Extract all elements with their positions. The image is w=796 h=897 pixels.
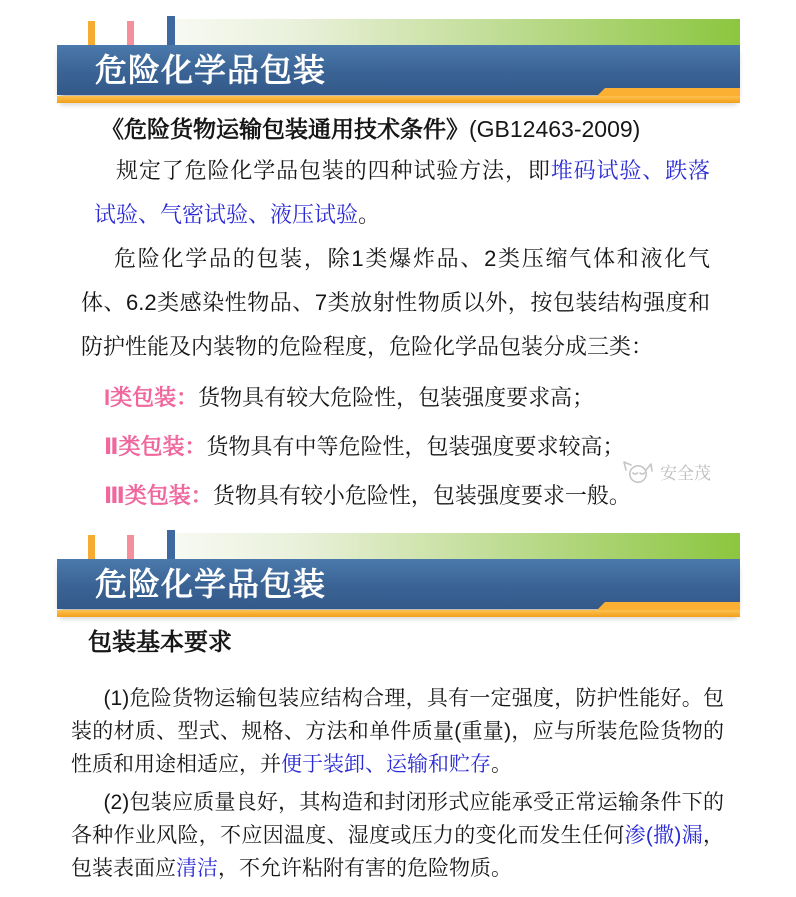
packing-class-3-desc: 货物具有较小危险性，包装强度要求一般。 xyxy=(212,483,631,508)
blue-accent-bar xyxy=(167,530,175,559)
packing-class-1 xyxy=(104,383,740,413)
requirement-2 xyxy=(71,786,724,885)
text-run: 。 xyxy=(358,202,381,227)
green-gradient-bar xyxy=(169,533,740,559)
paragraph-classification xyxy=(81,237,710,369)
slide-2 xyxy=(57,530,740,885)
paragraph-test-methods xyxy=(94,149,710,237)
packing-class-2-desc: 货物具有中等危险性，包装强度要求较高； xyxy=(206,434,625,459)
text-run: 危险化学品的包装，除1类爆炸品、2类压缩气体和液化气体、6.2类感染性物品、7类放射性物质以外，按包装结构强度和防护性能及内装物的危险程度，危险化学品包装分成三类： xyxy=(81,246,710,359)
banner-decoration xyxy=(57,16,740,45)
packing-class-1-desc: 货物具有较大危险性，包装强度要求高； xyxy=(198,385,595,410)
packing-class-3 xyxy=(104,481,740,511)
orange-underline xyxy=(57,610,740,617)
standard-title-name: 《危险货物运输包装通用技术条件》 xyxy=(101,116,469,142)
requirement-1 xyxy=(71,682,724,781)
green-gradient-bar xyxy=(169,19,740,45)
banner-underline xyxy=(57,609,740,617)
watermark-text: 安全茂 xyxy=(660,463,711,483)
banner-decoration xyxy=(57,530,740,559)
standard-title-code: (GB12463-2009) xyxy=(469,116,641,142)
slide-1 xyxy=(57,0,740,530)
orange-underline xyxy=(57,96,740,103)
banner-title: 危险化学品包装 xyxy=(57,559,740,609)
packing-class-3-label: Ⅲ类包装： xyxy=(104,483,213,508)
text-run: 。 xyxy=(491,753,512,776)
text-run: 规定了危险化学品包装的四种试验方法，即 xyxy=(116,158,551,183)
banner-title: 危险化学品包装 xyxy=(57,45,740,95)
basic-requirements-heading: 包装基本要求 xyxy=(88,629,232,656)
packing-class-2-label: Ⅱ类包装： xyxy=(104,434,207,459)
section-banner xyxy=(57,530,740,617)
text-run: ，包装表面应 xyxy=(71,824,724,880)
blue-accent-bar xyxy=(167,16,175,45)
highlighted-text: 渗(撒)漏 xyxy=(624,824,703,847)
watermark xyxy=(621,458,711,484)
packing-class-1-label: I类包装： xyxy=(104,385,199,410)
pink-accent-bar xyxy=(127,535,134,559)
text-run: (1)危险货物运输包装应结构合理，具有一定强度，防护性能好。包装的材质、型式、规格、方法和单件质量(重量)，应与所装危险货物的性质和用途相适应，并 xyxy=(71,687,724,776)
highlighted-text: 堆码试验、跌落试验、气密试验、液压试验 xyxy=(94,158,710,227)
highlighted-text: 清洁 xyxy=(176,857,218,880)
banner-underline xyxy=(57,95,740,103)
anquanmao-cat-logo-icon xyxy=(621,458,657,484)
standard-title xyxy=(101,114,740,144)
section-banner xyxy=(57,16,740,103)
yellow-accent-bar xyxy=(88,21,95,45)
text-run: (2)包装应质量良好，其构造和封闭形式应能承受正常运输条件下的各种作业风险，不应因温度、湿度或压力的变化而发生任何 xyxy=(71,791,724,847)
text-run: ，不允许粘附有害的危险物质。 xyxy=(218,857,512,880)
yellow-accent-bar xyxy=(88,535,95,559)
highlighted-text: 便于装卸、运输和贮存 xyxy=(281,753,491,776)
pink-accent-bar xyxy=(127,21,134,45)
